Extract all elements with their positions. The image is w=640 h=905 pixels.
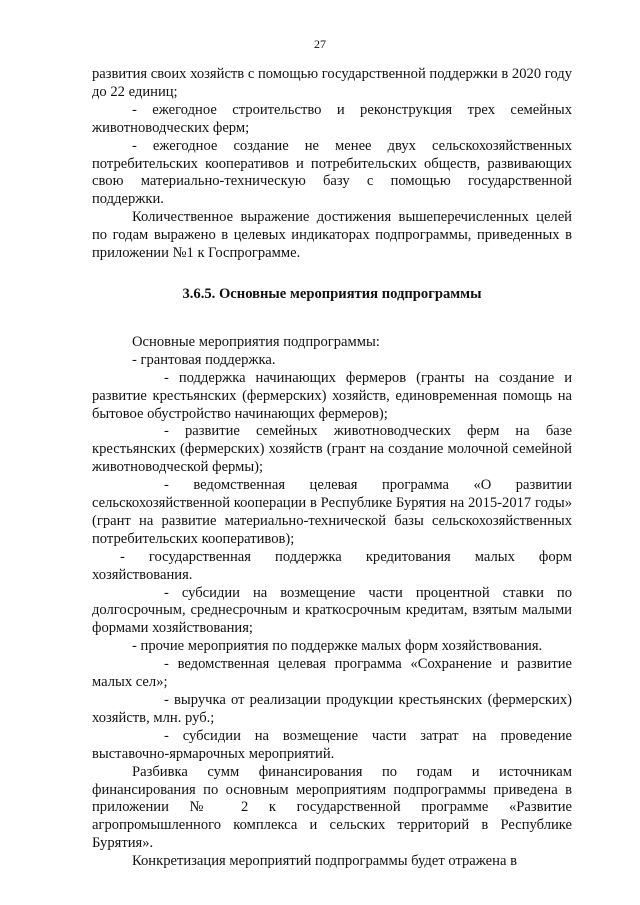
list-item: - выручка от реализации продукции крестьянских (фермерских) хозяйств, млн. руб.;: [92, 692, 572, 726]
list-item: - грантовая поддержка.: [132, 351, 276, 368]
paragraph: развития своих хозяйств с помощью государственной поддержки в 2020 году до 22 единиц;: [92, 66, 572, 100]
paragraph: Основные мероприятия подпрограммы:: [132, 333, 380, 350]
section-heading: 3.6.5. Основные мероприятия подпрограммы: [182, 285, 482, 302]
list-item: - прочие мероприятия по поддержке малых форм хозяйствования.: [132, 638, 543, 655]
page-number: 27: [314, 37, 326, 51]
list-item: - ведомственная целевая программа «Сохранение и развитие малых сел»;: [92, 656, 572, 691]
list-item: - субсидии на возмещение части процентной ставки по долгосрочным, среднесрочным и краткосрочным кредитам, взятым малыми формами хозяйствования;: [92, 584, 572, 637]
list-item: - государственная поддержка кредитования малых форм хозяйствования.: [92, 548, 572, 583]
paragraph: Разбивка сумм финансирования по годам и источникам финансирования по основным мероприятиям подпрограммы приведена в приложении № 2 к государственной программе «Развитие агропромышленного комплекса и сельских территорий в Республике Бурятия».: [92, 763, 572, 852]
list-item: - поддержка начинающих фермеров (гранты на создание и развитие крестьянских (фермерских) хозяйств, единовременная помощь на бытовое обустройство начинающих фермеров);: [92, 369, 572, 422]
paragraph: Конкретизация мероприятий подпрограммы будет отражена в: [132, 853, 517, 870]
list-item: - ежегодное создание не менее двух сельскохозяйственных потребительских кооперативов и потребительских обществ, развивающих свою материально-техническую базу с помощью государственной поддержки.: [92, 137, 572, 208]
document-body: [92, 66, 572, 871]
paragraph: Количественное выражение достижения вышеперечисленных целей по годам выражено в целевых индикаторах подпрограммы, приведенных в приложении №1 к Госпрограмме.: [92, 209, 572, 262]
list-item: - ежегодное строительство и реконструкция трех семейных животноводческих ферм;: [92, 101, 572, 136]
list-item: - развитие семейных животноводческих ферм на базе крестьянских (фермерских) хозяйств (грант на создание молочной семейной животноводческой фермы);: [92, 423, 572, 476]
list-item: - ведомственная целевая программа «О развитии сельскохозяйственной кооперации в Республике Бурятия на 2015-2017 годы» (грант на развитие материально-технической базы сельскохозяйственных потребительских кооперативов);: [92, 477, 572, 547]
list-item: - субсидии на возмещение части затрат на проведение выставочно-ярмарочных мероприятий.: [92, 727, 572, 762]
